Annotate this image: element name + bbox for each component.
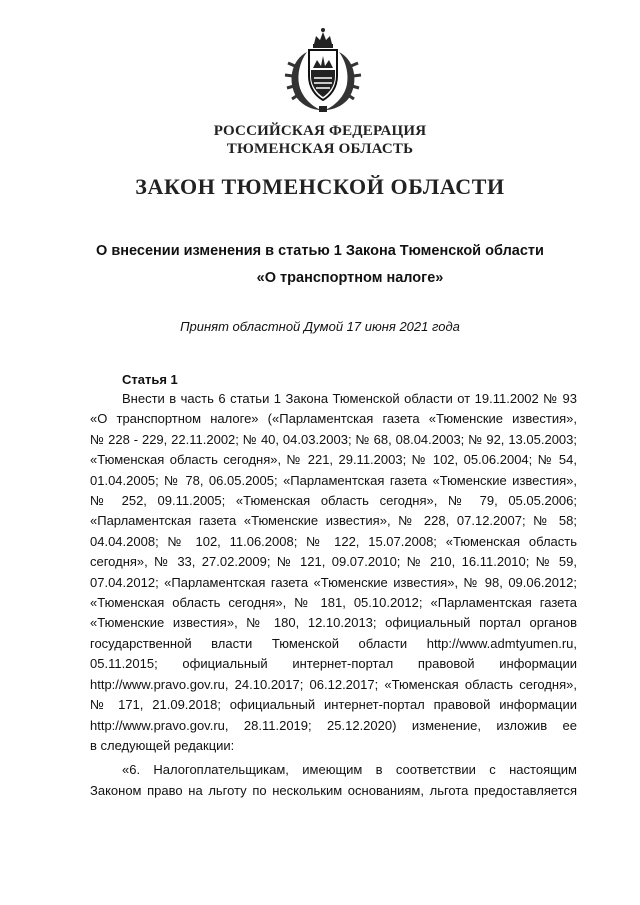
country-name: РОССИЙСКАЯ ФЕДЕРАЦИЯ xyxy=(213,123,427,139)
text-line: «Тюменские известия», № 180, 12.10.2013; официальный портал органов xyxy=(90,615,577,631)
region-name: ТЮМЕНСКАЯ ОБЛАСТЬ xyxy=(226,141,414,157)
text-line: № 252, 09.11.2005; «Тюменская область сегодня», № 79, 05.05.2006; xyxy=(90,493,577,509)
text-line: № 171, 21.09.2018; официальный интернет-портал правовой информации xyxy=(90,697,577,713)
text-line: № 228 - 229, 22.11.2002; № 40, 04.03.2003; № 68, 08.04.2003; № 92, 13.05.2003; xyxy=(90,431,577,447)
text-line: государственной власти Тюменской области http://www.admtyumen.ru, xyxy=(90,635,577,651)
paragraph-2 xyxy=(90,760,577,801)
text-line: «Тюменская область сегодня», № 181, 05.10.2012; «Парламентская газета xyxy=(90,595,577,611)
law-title-line-1: О внесении изменения в статью 1 Закона Тюменской области xyxy=(96,243,544,259)
document-type-heading: ЗАКОН ТЮМЕНСКОЙ ОБЛАСТИ xyxy=(135,174,505,199)
article-body xyxy=(90,389,577,801)
paragraph-1 xyxy=(90,389,577,756)
text-line: «О транспортном налоге» («Парламентская газета «Тюменские известия», xyxy=(90,411,577,427)
text-line: http://www.pravo.gov.ru, 28.11.2019; 25.12.2020) изменение, изложив ее xyxy=(90,717,577,733)
adoption-note: Принят областной Думой 17 июня 2021 года xyxy=(180,319,460,334)
text-line: http://www.pravo.gov.ru, 24.10.2017; 06.12.2017; «Тюменская область сегодня», xyxy=(90,676,577,692)
article-heading: Статья 1 xyxy=(122,372,178,387)
text-line: 04.04.2008; № 102, 11.06.2008; № 122, 15.07.2008; «Тюменская область xyxy=(90,533,577,549)
text-line: «6. Налогоплательщикам, имеющим в соответствии с настоящим xyxy=(122,762,577,778)
text-line: Внести в часть 6 статьи 1 Закона Тюменской области от 19.11.2002 № 93 xyxy=(122,391,577,406)
text-line: 01.04.2005; № 78, 06.05.2005; «Парламентская газета «Тюменские известия», xyxy=(90,472,577,488)
tyumen-coat-of-arms-emblem xyxy=(283,26,363,114)
text-line: сегодня», № 33, 27.02.2009; № 121, 09.07.2010; № 210, 16.11.2010; № 59, xyxy=(90,554,577,570)
law-title-line-2: «О транспортном налоге» xyxy=(256,270,444,286)
text-line: «Парламентская газета «Тюменские известия», № 228, 07.12.2007; № 58; xyxy=(90,513,577,529)
text-line: 07.04.2012; «Парламентская газета «Тюменские известия», № 98, 09.06.2012; xyxy=(90,574,577,590)
text-line: в следующей редакции: xyxy=(90,737,235,753)
text-line: «Тюменская область сегодня», № 221, 29.11.2003; № 102, 05.06.2004; № 54, xyxy=(90,452,577,468)
text-line: Законом право на льготу по нескольким основаниям, льгота предоставляется xyxy=(90,782,577,798)
text-line: 05.11.2015; официальный интернет-портал правовой информации xyxy=(90,656,577,672)
